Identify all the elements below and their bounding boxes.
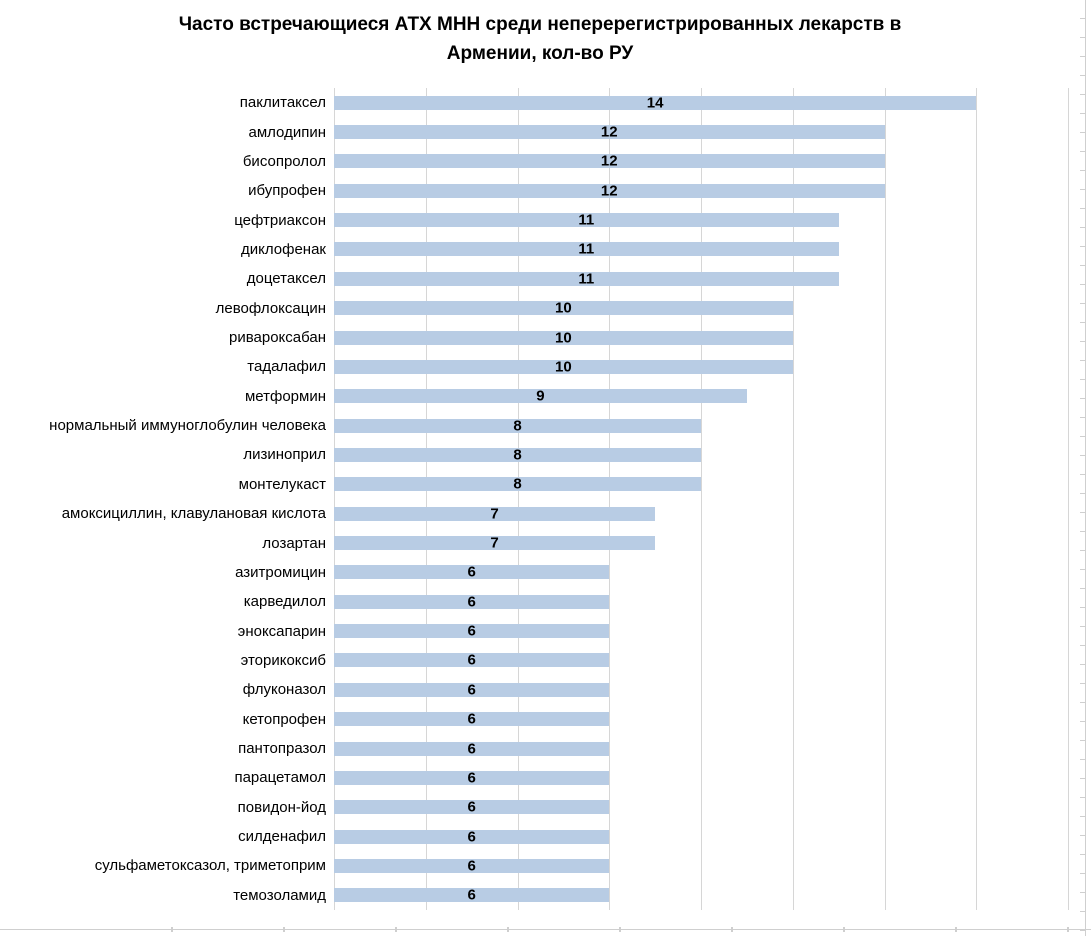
bar-value-label: 6 (467, 651, 476, 669)
bar-track (334, 528, 1068, 557)
bar-track (334, 294, 1068, 323)
category-label: паклитаксел (239, 94, 326, 112)
category-label: метформин (244, 387, 326, 405)
table-row (237, 793, 1068, 822)
table-row (241, 235, 1068, 264)
chart-title-line-2: Армении, кол-во РУ (446, 43, 634, 64)
bar-value-label: 6 (467, 710, 476, 728)
category-label: флуконазол (242, 681, 326, 699)
bar-value-label: 6 (467, 857, 476, 875)
category-label: лозартан (262, 534, 326, 552)
category-label: кетопрофен (242, 710, 326, 728)
bar-track (334, 881, 1068, 910)
bar-track (334, 117, 1068, 146)
table-row (61, 499, 1068, 528)
table-row (238, 470, 1068, 499)
table-row (215, 294, 1068, 323)
bar-value-label: 6 (467, 622, 476, 640)
category-label: ривароксабан (229, 329, 326, 347)
bar-track (334, 734, 1068, 763)
category-label: силденафил (238, 828, 326, 846)
bar-track (334, 499, 1068, 528)
bar-track (334, 705, 1068, 734)
category-label: эторикоксиб (240, 651, 326, 669)
bar-value-label: 7 (490, 505, 499, 523)
bar-track (334, 470, 1068, 499)
table-row (238, 822, 1068, 851)
table-row (237, 616, 1068, 645)
category-label: доцетаксел (246, 270, 326, 288)
bar-value-label: 8 (513, 475, 522, 493)
table-row (243, 440, 1068, 469)
category-label: темозоламид (233, 886, 326, 904)
table-row (233, 881, 1068, 910)
bar-value-label: 6 (467, 798, 476, 816)
table-row (94, 851, 1068, 880)
bar-track (334, 851, 1068, 880)
category-label: диклофенак (241, 240, 326, 258)
bar-value-label: 6 (467, 828, 476, 846)
bar-value-label: 14 (646, 94, 664, 112)
bar-track (334, 382, 1068, 411)
bar-track (334, 558, 1068, 587)
bar-track (334, 205, 1068, 234)
category-label: ибупрофен (248, 182, 326, 200)
bar-value-label: 7 (490, 534, 499, 552)
bar-track (334, 793, 1068, 822)
bar-track (334, 763, 1068, 792)
bar-value-label: 6 (467, 740, 476, 758)
table-row (240, 646, 1068, 675)
bar-value-label: 11 (578, 240, 595, 258)
bar-track (334, 147, 1068, 176)
bar-value-label: 8 (513, 417, 522, 435)
bar-track (334, 440, 1068, 469)
category-label: монтелукаст (238, 475, 326, 493)
table-row (238, 734, 1068, 763)
table-row (235, 558, 1068, 587)
bar-track (334, 646, 1068, 675)
table-row (246, 264, 1068, 293)
category-label: пантопразол (238, 740, 326, 758)
table-row (262, 528, 1068, 557)
chart-title-line-1: Часто встречающиеся АТХ МНН среди неперерегистрированных лекарств в (178, 14, 902, 35)
table-row (234, 205, 1068, 234)
bar-value-label: 6 (467, 769, 476, 787)
table-row (49, 411, 1068, 440)
category-label: амоксициллин, клавулановая кислота (61, 505, 326, 523)
bar-track (334, 822, 1068, 851)
bar-track (334, 587, 1068, 616)
bar-track (334, 323, 1068, 352)
category-label: парацетамол (234, 769, 326, 787)
bar-value-label: 8 (513, 446, 522, 464)
bar-value-label: 10 (555, 329, 572, 347)
category-label: эноксапарин (237, 622, 326, 640)
category-label: бисопролол (242, 152, 326, 170)
bar-value-label: 11 (578, 270, 595, 288)
bar-track (334, 88, 1068, 117)
category-label: левофлоксацин (215, 299, 326, 317)
category-label: повидон-йод (237, 798, 326, 816)
bar-value-label: 12 (600, 123, 618, 141)
bar-track (334, 176, 1068, 205)
bar-value-label: 6 (467, 681, 476, 699)
bar-track (334, 264, 1068, 293)
bar-value-label: 6 (467, 563, 476, 581)
bar-value-label: 9 (536, 387, 545, 405)
bar-value-label: 10 (555, 299, 572, 317)
table-row (242, 147, 1068, 176)
table-row (247, 352, 1068, 381)
category-label: карведилол (243, 593, 326, 611)
bar-track (334, 411, 1068, 440)
table-row (229, 323, 1068, 352)
spreadsheet-bottom-gridline (0, 929, 1091, 930)
table-row (234, 763, 1068, 792)
gridline-16 (1068, 88, 1069, 910)
category-label: тадалафил (247, 358, 326, 376)
table-row (242, 705, 1068, 734)
table-row (244, 382, 1068, 411)
table-row (248, 176, 1068, 205)
category-label: азитромицин (235, 563, 326, 581)
bar-track (334, 616, 1068, 645)
bar-value-label: 6 (467, 886, 476, 904)
bar-track (334, 235, 1068, 264)
table-row (243, 587, 1068, 616)
plot-area (49, 88, 1068, 910)
table-row (248, 117, 1068, 146)
category-label: сульфаметоксазол, триметоприм (94, 857, 326, 875)
bar-value-label: 11 (578, 211, 595, 229)
spreadsheet-right-gridline (1085, 0, 1086, 936)
bar-value-label: 10 (555, 358, 572, 376)
bar-track (334, 352, 1068, 381)
table-row (242, 675, 1068, 704)
table-row (239, 88, 1068, 117)
category-label: нормальный иммуноглобулин человека (49, 417, 326, 435)
bar-value-label: 12 (600, 152, 618, 170)
category-label: амлодипин (248, 123, 326, 141)
chart-title (110, 10, 970, 68)
bar-value-label: 12 (600, 182, 618, 200)
category-label: лизиноприл (243, 446, 326, 464)
category-label: цефтриаксон (234, 211, 326, 229)
bar-value-label: 6 (467, 593, 476, 611)
bar-track (334, 675, 1068, 704)
